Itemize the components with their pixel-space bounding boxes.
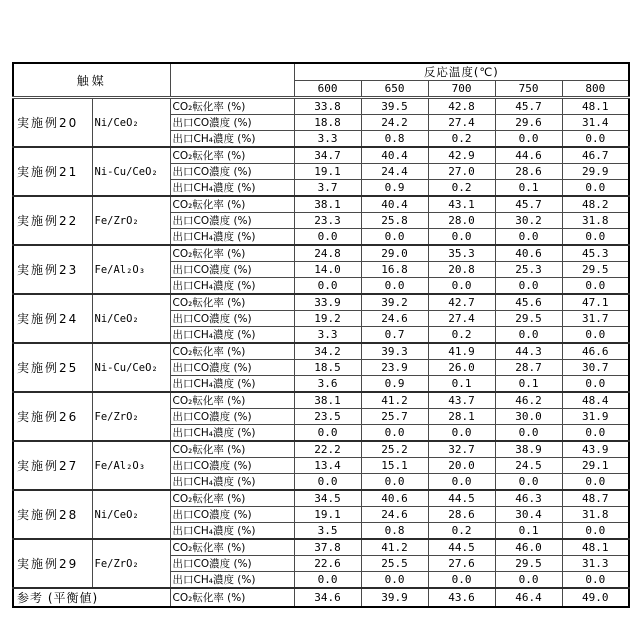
value-cell: 43.9 — [562, 441, 629, 458]
measure-label-cell: 出口CO濃度 (%) — [170, 213, 294, 229]
catalyst-cell: Ni/CeO₂ — [92, 98, 170, 148]
example-cell: 実施例27 — [13, 441, 92, 490]
value-cell: 0.0 — [562, 376, 629, 393]
value-cell: 44.6 — [495, 147, 562, 164]
table-row — [13, 196, 629, 213]
value-cell: 24.6 — [361, 311, 428, 327]
value-cell: 47.1 — [562, 294, 629, 311]
value-cell: 26.0 — [428, 360, 495, 376]
value-cell: 43.7 — [428, 392, 495, 409]
value-cell: 48.4 — [562, 392, 629, 409]
value-cell: 48.7 — [562, 490, 629, 507]
value-cell: 38.9 — [495, 441, 562, 458]
value-cell: 0.0 — [562, 523, 629, 540]
value-cell: 13.4 — [294, 458, 361, 474]
value-cell: 27.0 — [428, 164, 495, 180]
value-cell: 18.5 — [294, 360, 361, 376]
value-cell: 0.0 — [294, 278, 361, 295]
measure-label-cell: CO₂転化率 (%) — [170, 147, 294, 164]
value-cell: 44.3 — [495, 343, 562, 360]
value-cell: 24.4 — [361, 164, 428, 180]
value-cell: 0.0 — [495, 474, 562, 491]
value-cell: 38.1 — [294, 196, 361, 213]
value-cell: 0.0 — [428, 474, 495, 491]
value-cell: 14.0 — [294, 262, 361, 278]
temp-col-800: 800 — [562, 81, 629, 98]
value-cell: 39.9 — [361, 588, 428, 607]
catalyst-cell: Fe/Al₂O₃ — [92, 441, 170, 490]
value-cell: 23.5 — [294, 409, 361, 425]
value-cell: 30.7 — [562, 360, 629, 376]
value-cell: 0.9 — [361, 180, 428, 197]
example-cell: 実施例28 — [13, 490, 92, 539]
measure-label-cell: CO₂転化率 (%) — [170, 392, 294, 409]
value-cell: 0.0 — [495, 425, 562, 442]
value-cell: 35.3 — [428, 245, 495, 262]
value-cell: 30.2 — [495, 213, 562, 229]
value-cell: 3.7 — [294, 180, 361, 197]
value-cell: 24.2 — [361, 115, 428, 131]
value-cell: 27.4 — [428, 115, 495, 131]
value-cell: 33.8 — [294, 98, 361, 115]
measure-label-cell: 出口CO濃度 (%) — [170, 115, 294, 131]
value-cell: 24.8 — [294, 245, 361, 262]
value-cell: 40.6 — [361, 490, 428, 507]
value-cell: 15.1 — [361, 458, 428, 474]
value-cell: 31.8 — [562, 213, 629, 229]
value-cell: 20.0 — [428, 458, 495, 474]
value-cell: 42.9 — [428, 147, 495, 164]
value-cell: 30.4 — [495, 507, 562, 523]
table-row — [13, 294, 629, 311]
value-cell: 25.2 — [361, 441, 428, 458]
value-cell: 48.1 — [562, 539, 629, 556]
value-cell: 0.0 — [562, 327, 629, 344]
value-cell: 39.2 — [361, 294, 428, 311]
example-cell: 実施例20 — [13, 98, 92, 148]
value-cell: 24.6 — [361, 507, 428, 523]
measure-label-cell: 出口CO濃度 (%) — [170, 409, 294, 425]
value-cell: 44.5 — [428, 539, 495, 556]
value-cell: 0.0 — [562, 180, 629, 197]
measure-label-cell: CO₂転化率 (%) — [170, 539, 294, 556]
value-cell: 37.8 — [294, 539, 361, 556]
value-cell: 39.5 — [361, 98, 428, 115]
value-cell: 38.1 — [294, 392, 361, 409]
table-row — [13, 490, 629, 507]
example-cell: 実施例23 — [13, 245, 92, 294]
value-cell: 0.0 — [361, 425, 428, 442]
value-cell: 29.0 — [361, 245, 428, 262]
measure-label-cell: 出口CO濃度 (%) — [170, 507, 294, 523]
value-cell: 0.0 — [428, 278, 495, 295]
value-cell: 29.5 — [495, 311, 562, 327]
value-cell: 25.3 — [495, 262, 562, 278]
temp-col-650: 650 — [361, 81, 428, 98]
measure-label-cell: 出口CH₄濃度 (%) — [170, 131, 294, 148]
value-cell: 3.5 — [294, 523, 361, 540]
value-cell: 0.0 — [361, 474, 428, 491]
temp-col-600: 600 — [294, 81, 361, 98]
measure-label-cell: CO₂転化率 (%) — [170, 98, 294, 115]
catalyst-cell: Fe/ZrO₂ — [92, 196, 170, 245]
measure-label-cell: 出口CO濃度 (%) — [170, 164, 294, 180]
table-row — [13, 98, 629, 115]
value-cell: 34.5 — [294, 490, 361, 507]
value-cell: 28.1 — [428, 409, 495, 425]
value-cell: 0.0 — [562, 278, 629, 295]
measure-label-cell: 出口CH₄濃度 (%) — [170, 327, 294, 344]
measure-label-cell: 出口CH₄濃度 (%) — [170, 425, 294, 442]
example-cell: 実施例26 — [13, 392, 92, 441]
value-cell: 0.0 — [562, 572, 629, 589]
value-cell: 39.3 — [361, 343, 428, 360]
value-cell: 3.6 — [294, 376, 361, 393]
value-cell: 43.6 — [428, 588, 495, 607]
value-cell: 0.0 — [361, 278, 428, 295]
catalyst-header-cell: 触媒 — [13, 63, 170, 98]
value-cell: 34.7 — [294, 147, 361, 164]
value-cell: 28.6 — [428, 507, 495, 523]
value-cell: 28.7 — [495, 360, 562, 376]
value-cell: 3.3 — [294, 327, 361, 344]
value-cell: 0.0 — [562, 229, 629, 246]
value-cell: 0.0 — [428, 425, 495, 442]
table-row — [13, 245, 629, 262]
table-row — [13, 392, 629, 409]
value-cell: 41.2 — [361, 392, 428, 409]
measure-label-cell: 出口CO濃度 (%) — [170, 556, 294, 572]
value-cell: 0.0 — [495, 327, 562, 344]
value-cell: 0.0 — [562, 474, 629, 491]
value-cell: 3.3 — [294, 131, 361, 148]
table-row — [13, 343, 629, 360]
measure-label-cell: 出口CH₄濃度 (%) — [170, 376, 294, 393]
value-cell: 0.2 — [428, 180, 495, 197]
value-cell: 31.4 — [562, 115, 629, 131]
reference-row — [13, 588, 629, 607]
value-cell: 29.9 — [562, 164, 629, 180]
value-cell: 29.5 — [562, 262, 629, 278]
value-cell: 46.6 — [562, 343, 629, 360]
value-cell: 27.6 — [428, 556, 495, 572]
value-cell: 0.0 — [495, 572, 562, 589]
value-cell: 48.2 — [562, 196, 629, 213]
value-cell: 0.0 — [562, 131, 629, 148]
value-cell: 0.0 — [495, 229, 562, 246]
value-cell: 0.0 — [294, 425, 361, 442]
value-cell: 0.1 — [495, 180, 562, 197]
catalyst-cell: Ni/CeO₂ — [92, 294, 170, 343]
value-cell: 40.4 — [361, 196, 428, 213]
catalyst-cell: Ni/CeO₂ — [92, 490, 170, 539]
value-cell: 40.4 — [361, 147, 428, 164]
example-cell: 実施例22 — [13, 196, 92, 245]
measure-label-cell: 出口CO濃度 (%) — [170, 360, 294, 376]
value-cell: 31.8 — [562, 507, 629, 523]
value-cell: 25.7 — [361, 409, 428, 425]
value-cell: 0.0 — [294, 229, 361, 246]
measure-label-cell: CO₂転化率 (%) — [170, 294, 294, 311]
value-cell: 19.1 — [294, 507, 361, 523]
measure-label-cell: 出口CH₄濃度 (%) — [170, 180, 294, 197]
value-cell: 46.4 — [495, 588, 562, 607]
value-cell: 42.8 — [428, 98, 495, 115]
value-cell: 0.0 — [294, 572, 361, 589]
table-row — [13, 539, 629, 556]
header-row-1 — [13, 63, 629, 81]
value-cell: 45.3 — [562, 245, 629, 262]
measure-label-cell: CO₂転化率 (%) — [170, 588, 294, 607]
value-cell: 46.7 — [562, 147, 629, 164]
value-cell: 0.0 — [495, 278, 562, 295]
value-cell: 46.0 — [495, 539, 562, 556]
value-cell: 24.5 — [495, 458, 562, 474]
value-cell: 29.5 — [495, 556, 562, 572]
catalyst-cell: Ni-Cu/CeO₂ — [92, 147, 170, 196]
value-cell: 0.0 — [361, 572, 428, 589]
measure-label-cell: 出口CH₄濃度 (%) — [170, 523, 294, 540]
value-cell: 40.6 — [495, 245, 562, 262]
value-cell: 30.0 — [495, 409, 562, 425]
value-cell: 34.2 — [294, 343, 361, 360]
value-cell: 28.6 — [495, 164, 562, 180]
value-cell: 25.5 — [361, 556, 428, 572]
table-row — [13, 147, 629, 164]
value-cell: 19.2 — [294, 311, 361, 327]
value-cell: 31.7 — [562, 311, 629, 327]
value-cell: 0.7 — [361, 327, 428, 344]
value-cell: 25.8 — [361, 213, 428, 229]
measure-label-cell: CO₂転化率 (%) — [170, 441, 294, 458]
value-cell: 20.8 — [428, 262, 495, 278]
value-cell: 46.2 — [495, 392, 562, 409]
empty-header-cell — [170, 63, 294, 98]
value-cell: 0.0 — [428, 229, 495, 246]
value-cell: 0.1 — [428, 376, 495, 393]
measure-label-cell: CO₂転化率 (%) — [170, 343, 294, 360]
value-cell: 0.2 — [428, 131, 495, 148]
value-cell: 0.8 — [361, 523, 428, 540]
value-cell: 41.2 — [361, 539, 428, 556]
value-cell: 31.9 — [562, 409, 629, 425]
catalyst-cell: Fe/Al₂O₃ — [92, 245, 170, 294]
value-cell: 34.6 — [294, 588, 361, 607]
value-cell: 0.8 — [361, 131, 428, 148]
value-cell: 29.1 — [562, 458, 629, 474]
measure-label-cell: CO₂転化率 (%) — [170, 245, 294, 262]
value-cell: 42.7 — [428, 294, 495, 311]
value-cell: 49.0 — [562, 588, 629, 607]
value-cell: 18.8 — [294, 115, 361, 131]
value-cell: 31.3 — [562, 556, 629, 572]
value-cell: 22.2 — [294, 441, 361, 458]
value-cell: 32.7 — [428, 441, 495, 458]
value-cell: 19.1 — [294, 164, 361, 180]
measure-label-cell: 出口CH₄濃度 (%) — [170, 474, 294, 491]
value-cell: 0.0 — [495, 131, 562, 148]
temperature-header-cell: 反応温度(℃) — [294, 63, 629, 81]
example-cell: 実施例24 — [13, 294, 92, 343]
measure-label-cell: 出口CH₄濃度 (%) — [170, 229, 294, 246]
value-cell: 0.2 — [428, 327, 495, 344]
value-cell: 0.9 — [361, 376, 428, 393]
measure-label-cell: 出口CO濃度 (%) — [170, 311, 294, 327]
example-cell: 実施例21 — [13, 147, 92, 196]
value-cell: 33.9 — [294, 294, 361, 311]
value-cell: 45.7 — [495, 98, 562, 115]
table-row — [13, 441, 629, 458]
value-cell: 48.1 — [562, 98, 629, 115]
catalyst-cell: Fe/ZrO₂ — [92, 539, 170, 588]
catalyst-cell: Ni-Cu/CeO₂ — [92, 343, 170, 392]
value-cell: 45.7 — [495, 196, 562, 213]
example-cell: 実施例25 — [13, 343, 92, 392]
value-cell: 0.1 — [495, 523, 562, 540]
value-cell: 46.3 — [495, 490, 562, 507]
results-table — [12, 62, 630, 608]
value-cell: 43.1 — [428, 196, 495, 213]
value-cell: 45.6 — [495, 294, 562, 311]
value-cell: 22.6 — [294, 556, 361, 572]
value-cell: 0.1 — [495, 376, 562, 393]
measure-label-cell: 出口CH₄濃度 (%) — [170, 278, 294, 295]
catalyst-cell: Fe/ZrO₂ — [92, 392, 170, 441]
value-cell: 23.3 — [294, 213, 361, 229]
value-cell: 23.9 — [361, 360, 428, 376]
value-cell: 16.8 — [361, 262, 428, 278]
reference-label-cell: 参考 (平衡値) — [13, 588, 170, 607]
example-cell: 実施例29 — [13, 539, 92, 588]
value-cell: 44.5 — [428, 490, 495, 507]
measure-label-cell: CO₂転化率 (%) — [170, 490, 294, 507]
value-cell: 0.2 — [428, 523, 495, 540]
value-cell: 0.0 — [428, 572, 495, 589]
value-cell: 29.6 — [495, 115, 562, 131]
temp-col-700: 700 — [428, 81, 495, 98]
value-cell: 28.0 — [428, 213, 495, 229]
measure-label-cell: CO₂転化率 (%) — [170, 196, 294, 213]
temp-col-750: 750 — [495, 81, 562, 98]
measure-label-cell: 出口CH₄濃度 (%) — [170, 572, 294, 589]
value-cell: 27.4 — [428, 311, 495, 327]
value-cell: 0.0 — [294, 474, 361, 491]
value-cell: 41.9 — [428, 343, 495, 360]
measure-label-cell: 出口CO濃度 (%) — [170, 262, 294, 278]
measure-label-cell: 出口CO濃度 (%) — [170, 458, 294, 474]
value-cell: 0.0 — [361, 229, 428, 246]
value-cell: 0.0 — [562, 425, 629, 442]
